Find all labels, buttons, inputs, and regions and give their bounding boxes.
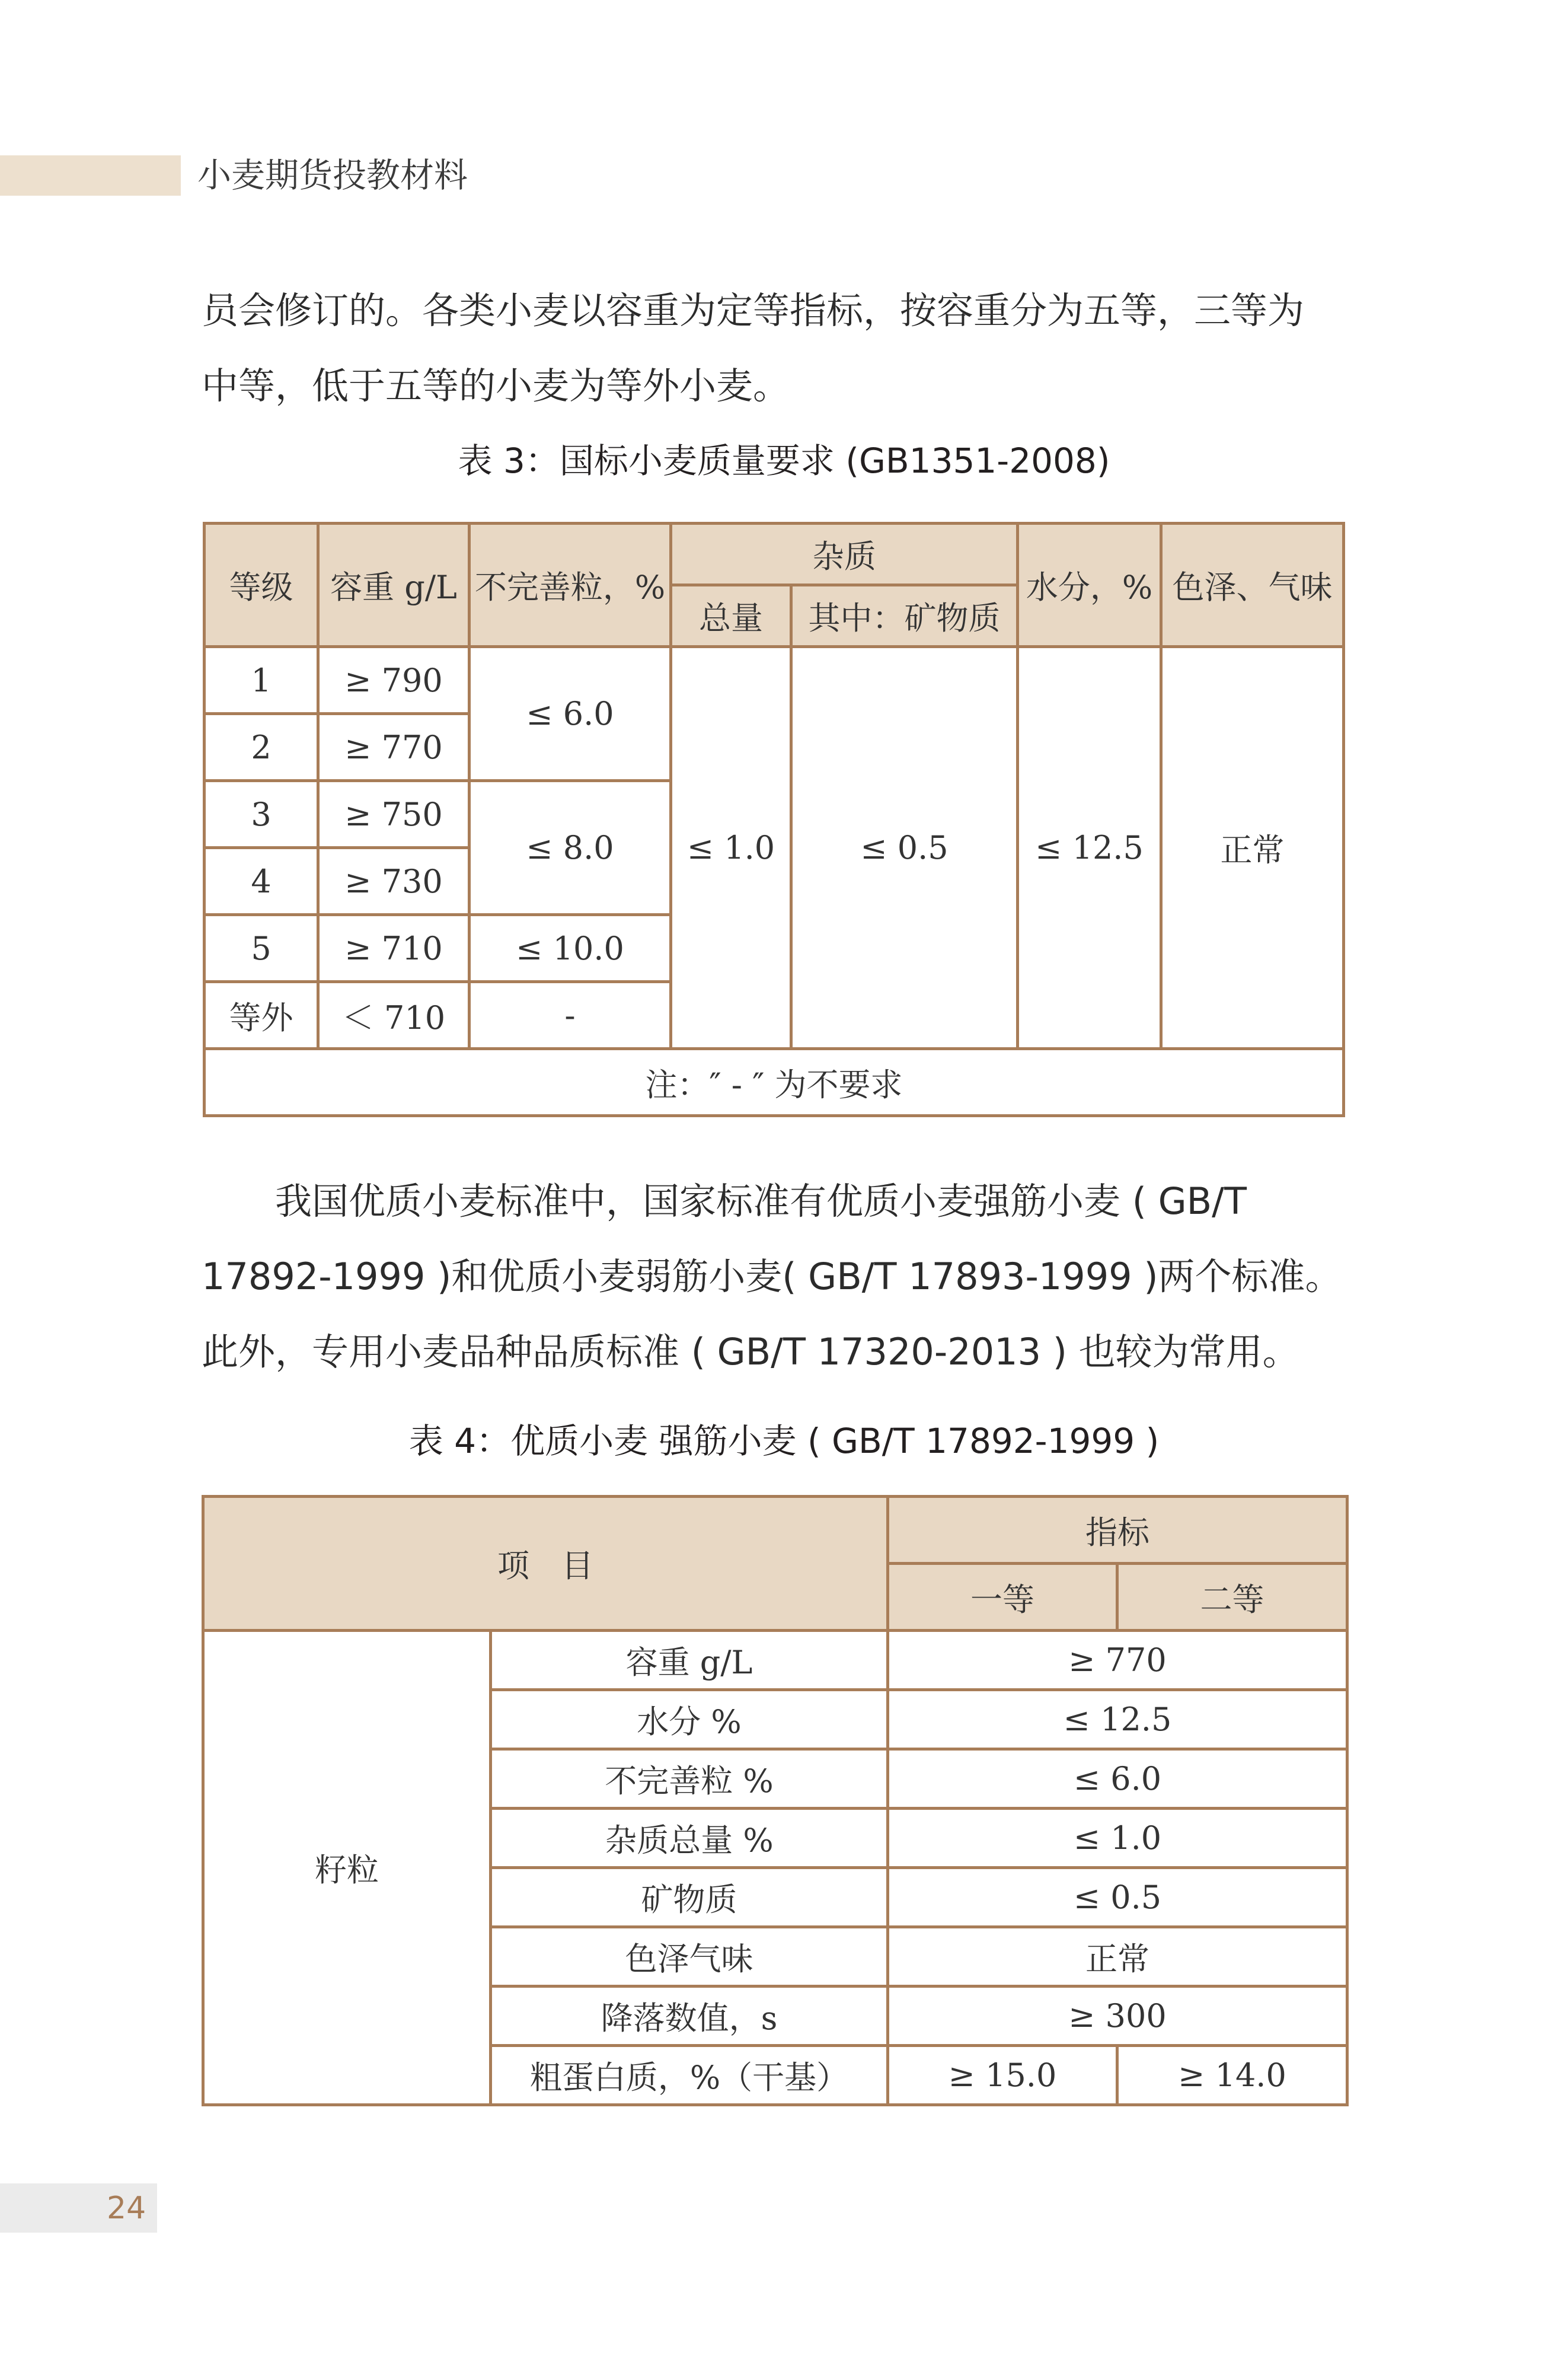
table3-wheat-quality xyxy=(203,522,1345,1117)
imperfect-cell: ≤ 8.0 xyxy=(470,781,671,915)
grade-cell: 等外 xyxy=(205,982,318,1049)
header-impurity: 杂质 xyxy=(671,524,1018,585)
item-cell: 水分 % xyxy=(491,1690,888,1749)
value-cell: ≤ 0.5 xyxy=(888,1868,1347,1927)
grade-cell: 5 xyxy=(205,915,318,982)
grade-cell: 4 xyxy=(205,848,318,915)
paragraph-line: 17892-1999 )和优质小麦弱筋小麦( GB/T 17893-1999 )两个标准。 xyxy=(202,1255,1342,1298)
imperfect-cell: ≤ 10.0 xyxy=(470,915,671,982)
weight-cell: ≥ 750 xyxy=(318,781,470,848)
header-weight: 容重 g/L xyxy=(318,524,470,647)
header-item: 项 目 xyxy=(203,1497,888,1631)
header-moisture: 水分，% xyxy=(1018,524,1161,647)
grade-cell: 2 xyxy=(205,714,318,781)
value-cell: ≥ 770 xyxy=(888,1631,1347,1690)
value-cell: ≤ 1.0 xyxy=(888,1809,1347,1868)
header-accent-bar xyxy=(0,155,181,196)
weight-cell: ≥ 730 xyxy=(318,848,470,915)
weight-cell: ≥ 790 xyxy=(318,647,470,714)
grade-cell: 3 xyxy=(205,781,318,848)
grade-cell: 1 xyxy=(205,647,318,714)
group-cell-grain: 籽粒 xyxy=(203,1631,491,2105)
item-cell: 杂质总量 % xyxy=(491,1809,888,1868)
header-first-grade: 一等 xyxy=(888,1564,1117,1631)
header-impurity-mineral: 其中：矿物质 xyxy=(791,585,1018,647)
value-cell: 正常 xyxy=(888,1927,1347,1987)
value-cell-second: ≥ 14.0 xyxy=(1117,2046,1347,2105)
impurity-mineral-cell: ≤ 0.5 xyxy=(791,647,1018,1049)
item-cell: 矿物质 xyxy=(491,1868,888,1927)
table4-caption: 表 4：优质小麦 强筋小麦 ( GB/T 17892-1999 ) xyxy=(408,1421,1160,1461)
item-cell: 粗蛋白质，%（干基） xyxy=(491,2046,888,2105)
paragraph-line: 此外，专用小麦品种品质标准 ( GB/T 17320-2013 ) 也较为常用。 xyxy=(202,1330,1299,1373)
paragraph-grading xyxy=(202,273,1346,423)
table-note: 注：″ - ″ 为不要求 xyxy=(205,1049,1344,1116)
color-odor-cell: 正常 xyxy=(1161,647,1344,1049)
header-grade: 等级 xyxy=(205,524,318,647)
value-cell: ≤ 12.5 xyxy=(888,1690,1347,1749)
table-row xyxy=(203,1631,1347,1690)
value-cell: ≥ 300 xyxy=(888,1987,1347,2046)
table4-strong-gluten-wheat xyxy=(202,1495,1349,2106)
page-number: 24 xyxy=(107,2191,146,2226)
item-cell: 色泽气味 xyxy=(491,1927,888,1987)
running-header: 小麦期货投教材料 xyxy=(197,156,468,195)
header-second-grade: 二等 xyxy=(1117,1564,1347,1631)
impurity-total-cell: ≤ 1.0 xyxy=(671,647,791,1049)
item-cell: 容重 g/L xyxy=(491,1631,888,1690)
item-cell: 不完善粒 % xyxy=(491,1749,888,1809)
table-note-row xyxy=(205,1049,1344,1116)
weight-cell: ≥ 710 xyxy=(318,915,470,982)
paragraph-standards xyxy=(202,1163,1346,1389)
paragraph-line: 我国优质小麦标准中，国家标准有优质小麦强筋小麦 ( GB/T xyxy=(275,1179,1247,1223)
paragraph-line: 中等，低于五等的小麦为等外小麦。 xyxy=(202,364,790,407)
value-cell-first: ≥ 15.0 xyxy=(888,2046,1117,2105)
imperfect-cell: ≤ 6.0 xyxy=(470,647,671,781)
moisture-cell: ≤ 12.5 xyxy=(1018,647,1161,1049)
header-impurity-total: 总量 xyxy=(671,585,791,647)
paragraph-line: 员会修订的。各类小麦以容重为定等指标，按容重分为五等，三等为 xyxy=(202,289,1305,332)
table3-caption: 表 3：国标小麦质量要求 (GB1351-2008) xyxy=(458,441,1110,481)
item-cell: 降落数值，s xyxy=(491,1987,888,2046)
header-imperfect: 不完善粒，% xyxy=(470,524,671,647)
weight-cell: ≥ 770 xyxy=(318,714,470,781)
table-row xyxy=(205,647,1344,714)
header-index: 指标 xyxy=(888,1497,1347,1564)
imperfect-cell: - xyxy=(470,982,671,1049)
weight-cell: ＜ 710 xyxy=(318,982,470,1049)
header-color-odor: 色泽、气味 xyxy=(1161,524,1344,647)
value-cell: ≤ 6.0 xyxy=(888,1749,1347,1809)
